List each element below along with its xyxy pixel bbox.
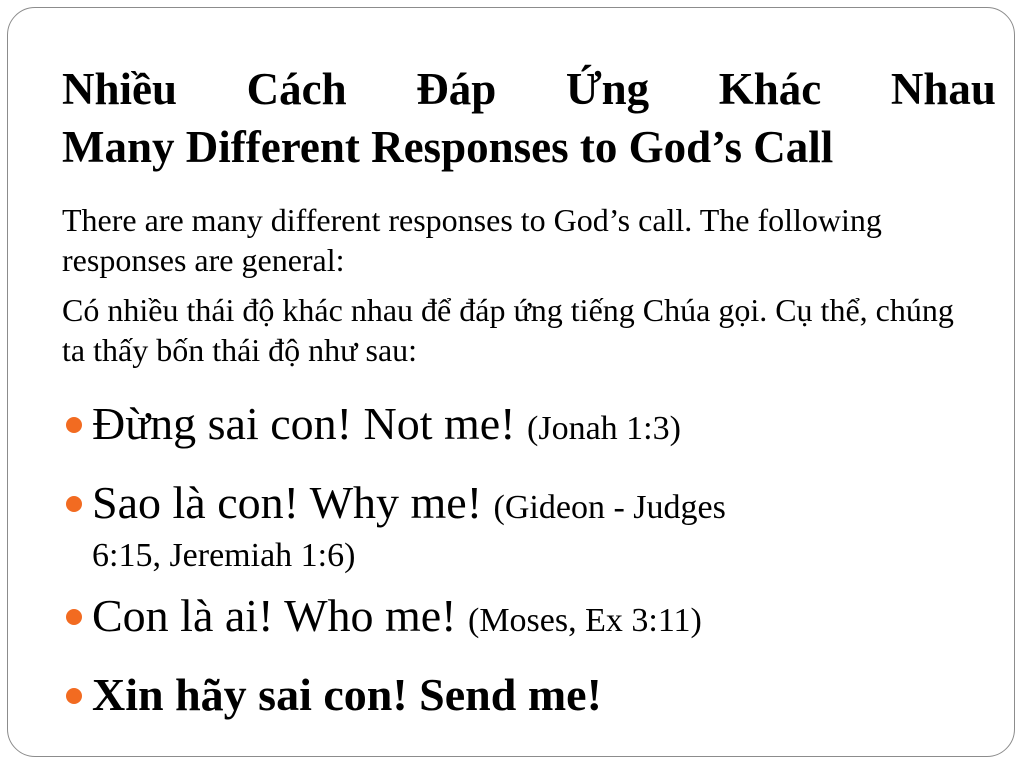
list-item [62,475,962,576]
intro-english: There are many different responses to God’s call. The following responses are general: [62,202,882,278]
bullet-reference: (Gideon - Judges [493,489,726,526]
title-word: Nhau [890,64,996,114]
intro-vietnamese: Có nhiều thái độ khác nhau để đáp ứng tiếng Chúa gọi. Cụ thể, chúng ta thấy bốn thái độ như sau: [62,292,954,368]
slide-title [62,60,996,176]
title-english: Many Different Responses to God’s Call [62,122,834,172]
bullet-reference: (Jonah 1:3) [527,410,681,447]
title-word: Khác [718,64,822,114]
bullet-dot-icon [66,609,82,625]
bullet-reference-continued: 6:15, Jeremiah 1:6) [92,537,356,574]
bullet-dot-icon [66,496,82,512]
title-word: Ứng [565,64,650,114]
bullet-list [62,396,962,746]
list-item [62,396,962,463]
bullet-reference: (Moses, Ex 3:11) [468,602,702,639]
bullet-main-text: Sao là con! Why me! [92,477,494,528]
intro-text [62,200,962,370]
bullet-main-text: Đừng sai con! Not me! [92,398,528,449]
title-word: Cách [246,64,347,114]
title-word: Đáp [416,64,497,114]
bullet-main-text: Con là ai! Who me! [92,590,468,641]
list-item [62,588,962,655]
list-item [62,667,962,734]
title-vietnamese [62,60,996,118]
bullet-main-text: Xin hãy sai con! Send me! [92,669,602,720]
bullet-dot-icon [66,688,82,704]
title-word: Nhiều [62,64,178,114]
bullet-dot-icon [66,417,82,433]
